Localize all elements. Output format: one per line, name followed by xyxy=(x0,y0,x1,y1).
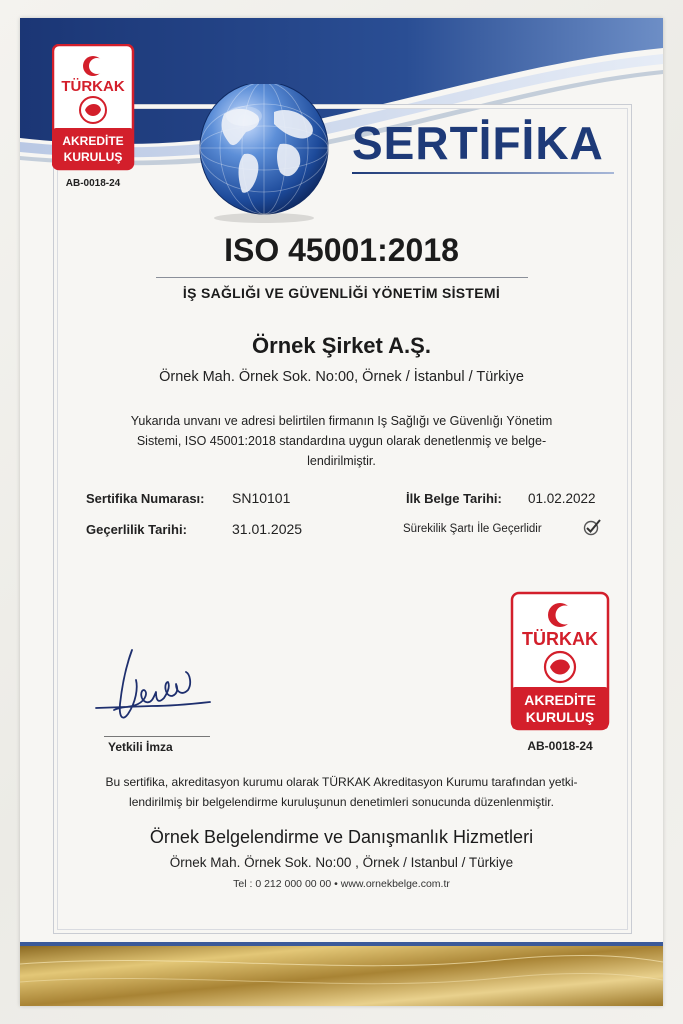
turkak-logo-bottom xyxy=(510,591,612,757)
issuer-name: Örnek Belgelendirme ve Danışmanlık Hizmetleri xyxy=(149,827,534,847)
cert-no-label: Sertifika Numarası: xyxy=(86,491,205,506)
turkak-logo-top xyxy=(52,44,136,194)
logo-top-line1: TÜRKAK xyxy=(61,78,125,95)
standard-code: ISO 45001:2018 xyxy=(224,232,459,268)
title-underline xyxy=(352,172,614,174)
logo-top-line3: KURULUŞ xyxy=(63,150,123,164)
logo-bottom-line2: AKREDİTE xyxy=(524,692,596,708)
statement-line-1: Yukarıda unvanı ve adresi belirtilen firmanın Iş Sağlığı ve Güvenlığı Yönetim xyxy=(130,414,553,428)
statement-line-2: Sistemi, ISO 45001:2018 standardına uygun olarak denetlenmiş ve belge- xyxy=(136,434,547,448)
globe-icon xyxy=(188,84,340,224)
first-date-value: 01.02.2022 xyxy=(528,491,596,506)
footer-note-line-2: lendirilmiş bir belgelendirme kuruluşunun denetimleri sonucunda düzenlenmiştir. xyxy=(129,795,554,809)
validity-value: 31.01.2025 xyxy=(232,521,303,537)
company-address: Örnek Mah. Örnek Sok. No:00, Örnek / İstanbul / Türkiye xyxy=(159,369,524,385)
signature-line xyxy=(104,736,210,737)
issuer-contact: Tel : 0 212 000 00 00 • www.ornekbelge.com.tr xyxy=(233,878,450,890)
logo-bottom-line1: TÜRKAK xyxy=(522,629,598,649)
inner-frame xyxy=(53,104,632,934)
check-icon xyxy=(582,518,602,536)
cert-no-value: SN10101 xyxy=(232,490,291,506)
first-date-label: İlk Belge Tarihi: xyxy=(406,491,502,506)
gold-band xyxy=(20,942,663,1006)
validity-label: Geçerlilik Tarihi: xyxy=(86,522,187,537)
logo-bottom-code: AB-0018-24 xyxy=(527,739,593,753)
continuity-text: Sürekilik Şartı İle Geçerlidir xyxy=(403,523,542,535)
logo-top-line2: AKREDİTE xyxy=(62,134,124,148)
issuer-address: Örnek Mah. Örnek Sok. No:00 , Örnek / Istanbul / Türkiye xyxy=(169,855,514,870)
footer-note-line-1: Bu sertifika, akreditasyon kurumu olarak TÜRKAK Akreditasyon Kurumu tarafından yetki- xyxy=(105,775,578,789)
standard-name: İŞ SAĞLIĞI VE GÜVENLİĞİ YÖNETİM SİSTEMİ xyxy=(182,285,501,301)
standard-divider xyxy=(156,277,528,278)
logo-top-code: AB-0018-24 xyxy=(65,178,121,189)
logo-bottom-line3: KURULUŞ xyxy=(525,709,595,725)
company-name: Örnek Şirket A.Ş. xyxy=(252,333,431,358)
statement-line-3: lendirilmiştir. xyxy=(307,454,376,468)
certificate-title: SERTİFİKA xyxy=(352,117,604,169)
signature-label: Yetkili İmza xyxy=(108,740,173,754)
signature-image xyxy=(92,644,222,736)
